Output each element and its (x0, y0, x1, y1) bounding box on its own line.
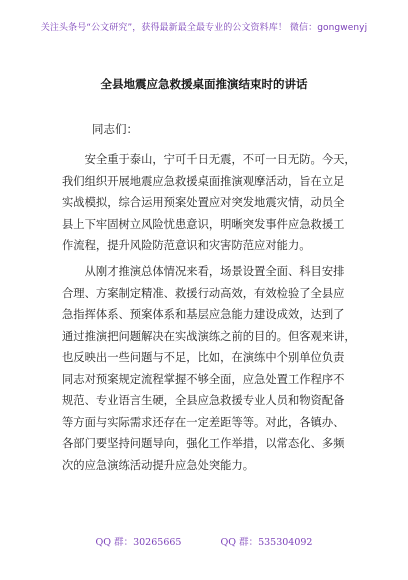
paragraph-line: 作流程，提升风险防范意识和灾害防范应对能力。 (62, 239, 311, 252)
paragraph-line: 合理、方案制定精准、救援行动高效，有效检验了全县应 (62, 286, 345, 300)
footer-qq-group-1: QQ 群：30265665 (95, 537, 182, 548)
paragraph-line: 通过推演把问题解决在实战演练之前的目的。但客观来讲， (62, 329, 356, 343)
paragraph-line: 安全重于泰山，宁可千日无震，不可一日无防。今天， (62, 153, 356, 166)
document-title: 全县地震应急救援桌面推演结束时的讲话 (100, 77, 308, 91)
paragraph-2 (62, 261, 360, 476)
paragraph-line: 同志对预案规定流程掌握不够全面，应急处置工作程序不 (62, 372, 345, 386)
paragraph-line: 规范、专业语言生硬，全县应急救援专业人员和物资配备 (62, 394, 345, 407)
paragraph-line: 急指挥体系、预案体系和基层应急能力建设成效，达到了 (62, 308, 345, 321)
paragraph-line: 从刚才推演总体情况来看，场景设置全面、科目安排 (62, 265, 345, 278)
paragraph-line: 等方面与实际需求还存在一定差距等等。对此，各镇办、 (62, 415, 345, 429)
paragraph-1 (62, 149, 360, 257)
salutation: 同志们： (92, 122, 138, 136)
header-banner: 关注头条号“公文研究”，获得最新最全最专业的公文资料库！ 微信：gongwenyj (40, 23, 368, 33)
footer-qq-group-2: QQ 群：535304092 (220, 537, 313, 548)
paragraph-line: 实战模拟，综合运用预案处置应对突发地震灾情，动员全 (62, 196, 345, 209)
footer (0, 537, 408, 549)
paragraph-line: 我们组织开展地震应急救援桌面推演观摩活动，旨在立足 (62, 174, 345, 188)
paragraph-line: 各部门要坚持问题导向，强化工作举措，以常态化、多频 (62, 437, 345, 450)
paragraph-line: 县上下牢固树立风险忧患意识，明晰突发事件应急救援工 (62, 217, 345, 231)
paragraph-line: 也反映出一些问题与不足，比如，在演练中个别单位负责 (62, 351, 345, 364)
paragraph-line: 次的应急演练活动提升应急处突能力。 (62, 458, 255, 472)
